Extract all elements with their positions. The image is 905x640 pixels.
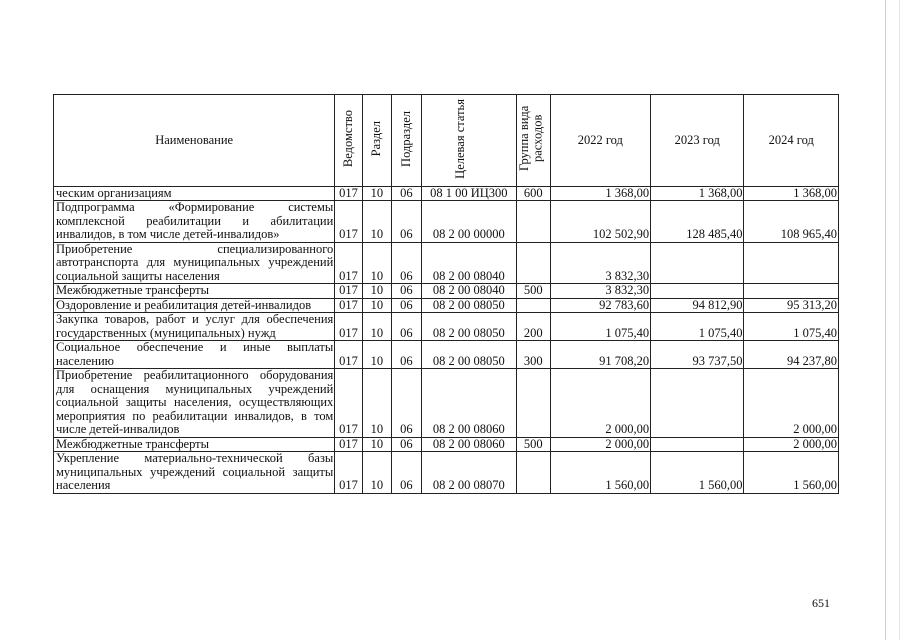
table-cell-section: 10 (362, 242, 391, 284)
table-cell-2024: 95 313,20 (744, 298, 839, 313)
table-cell-2022: 1 075,40 (550, 313, 651, 341)
table-cell-target: 08 2 00 08040 (421, 284, 516, 299)
table-cell-2023: 128 485,40 (651, 201, 744, 243)
header-name: Наименование (54, 95, 335, 187)
table-cell-section: 10 (362, 201, 391, 243)
table-cell-dept: 017 (335, 242, 362, 284)
table-cell-expense-group: 500 (517, 437, 551, 452)
table-cell-target: 08 2 00 08070 (421, 452, 516, 494)
table-cell-2022: 91 708,20 (550, 341, 651, 369)
table-cell-dept: 017 (335, 186, 362, 201)
table-cell-expense-group: 500 (517, 284, 551, 299)
page-edge-line (885, 0, 886, 640)
table-cell-name: Подпрограмма «Формирование системы комплексной реабилитации и абилитации инвалидов, в том числе детей-инвалидов» (54, 201, 335, 243)
table-cell-expense-group: 300 (517, 341, 551, 369)
header-2023: 2023 год (651, 95, 744, 187)
table-cell-2023: 1 560,00 (651, 452, 744, 494)
header-expense-group: Группа вида расходов (517, 95, 551, 187)
table-cell-section: 10 (362, 298, 391, 313)
table-cell-target: 08 1 00 ИЦ300 (421, 186, 516, 201)
table-cell-expense-group (517, 201, 551, 243)
table-cell-2023 (651, 284, 744, 299)
table-cell-dept: 017 (335, 284, 362, 299)
table-cell-dept: 017 (335, 313, 362, 341)
table-cell-name: Оздоровление и реабилитация детей-инвалидов (54, 298, 335, 313)
table-cell-target: 08 2 00 00000 (421, 201, 516, 243)
header-2022: 2022 год (550, 95, 651, 187)
header-2024: 2024 год (744, 95, 839, 187)
table-cell-subsection: 06 (392, 369, 421, 438)
table-row (54, 437, 839, 452)
table-cell-2023: 1 368,00 (651, 186, 744, 201)
table-row (54, 284, 839, 299)
table-cell-subsection: 06 (392, 284, 421, 299)
table-cell-2022: 2 000,00 (550, 437, 651, 452)
table-cell-subsection: 06 (392, 298, 421, 313)
table-row (54, 341, 839, 369)
table-cell-2024: 2 000,00 (744, 369, 839, 438)
table-cell-subsection: 06 (392, 452, 421, 494)
table-cell-name: Приобретение специализированного автотранспорта для муниципальных учреждений социальной защиты населения (54, 242, 335, 284)
table-cell-target: 08 2 00 08040 (421, 242, 516, 284)
table-cell-section: 10 (362, 186, 391, 201)
table-cell-dept: 017 (335, 201, 362, 243)
table-cell-section: 10 (362, 437, 391, 452)
table-cell-2023 (651, 369, 744, 438)
table-cell-target: 08 2 00 08050 (421, 313, 516, 341)
table-row (54, 242, 839, 284)
table-cell-2022: 3 832,30 (550, 242, 651, 284)
table-header-row (54, 95, 839, 187)
table-cell-dept: 017 (335, 341, 362, 369)
table-cell-2024: 1 075,40 (744, 313, 839, 341)
table-cell-name: Межбюджетные трансферты (54, 284, 335, 299)
table-body (54, 186, 839, 493)
table-row (54, 201, 839, 243)
table-cell-subsection: 06 (392, 437, 421, 452)
table-cell-2024: 1 368,00 (744, 186, 839, 201)
table-cell-2024: 108 965,40 (744, 201, 839, 243)
table-row (54, 186, 839, 201)
table-cell-2023: 93 737,50 (651, 341, 744, 369)
table-cell-subsection: 06 (392, 186, 421, 201)
table-cell-name: Приобретение реабилитационного оборудования для оснащения муниципальных учреждений социальной защиты населения, осуществляющих мероприятия по реабилитации инвалидов, в том числе детей-инвалидов (54, 369, 335, 438)
table-cell-name: Межбюджетные трансферты (54, 437, 335, 452)
table-cell-2022: 2 000,00 (550, 369, 651, 438)
table-cell-target: 08 2 00 08060 (421, 369, 516, 438)
header-target: Целевая статья (421, 95, 516, 187)
table-cell-name: Укрепление материально-технической базы муниципальных учреждений социальной защиты населения (54, 452, 335, 494)
table-cell-dept: 017 (335, 369, 362, 438)
table-cell-name: ческим организациям (54, 186, 335, 201)
header-subsection: Подраздел (392, 95, 421, 187)
header-section: Раздел (362, 95, 391, 187)
table-cell-section: 10 (362, 313, 391, 341)
table-cell-dept: 017 (335, 437, 362, 452)
table-cell-2023: 94 812,90 (651, 298, 744, 313)
table-cell-subsection: 06 (392, 242, 421, 284)
table-cell-2024 (744, 242, 839, 284)
table-cell-2024: 94 237,80 (744, 341, 839, 369)
table-cell-expense-group (517, 242, 551, 284)
table-cell-2022: 3 832,30 (550, 284, 651, 299)
table-cell-2022: 1 560,00 (550, 452, 651, 494)
table-cell-section: 10 (362, 284, 391, 299)
table-cell-2023 (651, 437, 744, 452)
table-cell-2024 (744, 284, 839, 299)
table-cell-subsection: 06 (392, 201, 421, 243)
table-row (54, 298, 839, 313)
header-dept: Ведомство (335, 95, 362, 187)
table-cell-2024: 1 560,00 (744, 452, 839, 494)
table-cell-dept: 017 (335, 452, 362, 494)
table-cell-name: Закупка товаров, работ и услуг для обеспечения государственных (муниципальных) нужд (54, 313, 335, 341)
table-cell-expense-group (517, 452, 551, 494)
table-cell-subsection: 06 (392, 313, 421, 341)
table-cell-section: 10 (362, 341, 391, 369)
table-cell-target: 08 2 00 08050 (421, 298, 516, 313)
budget-table (53, 94, 839, 494)
table-cell-target: 08 2 00 08050 (421, 341, 516, 369)
table-row (54, 369, 839, 438)
table-cell-expense-group (517, 298, 551, 313)
table-cell-target: 08 2 00 08060 (421, 437, 516, 452)
table-row (54, 452, 839, 494)
table-cell-expense-group (517, 369, 551, 438)
table-cell-expense-group: 600 (517, 186, 551, 201)
table-cell-name: Социальное обеспечение и иные выплаты населению (54, 341, 335, 369)
table-cell-2022: 1 368,00 (550, 186, 651, 201)
table-cell-2024: 2 000,00 (744, 437, 839, 452)
page-number: 651 (812, 596, 830, 610)
table-cell-section: 10 (362, 452, 391, 494)
table-cell-2023 (651, 242, 744, 284)
page-edge-line-2 (899, 0, 900, 640)
table-cell-subsection: 06 (392, 341, 421, 369)
table-cell-section: 10 (362, 369, 391, 438)
table-cell-2022: 92 783,60 (550, 298, 651, 313)
table-cell-dept: 017 (335, 298, 362, 313)
table-row (54, 313, 839, 341)
table-cell-2022: 102 502,90 (550, 201, 651, 243)
table-cell-2023: 1 075,40 (651, 313, 744, 341)
table-cell-expense-group: 200 (517, 313, 551, 341)
